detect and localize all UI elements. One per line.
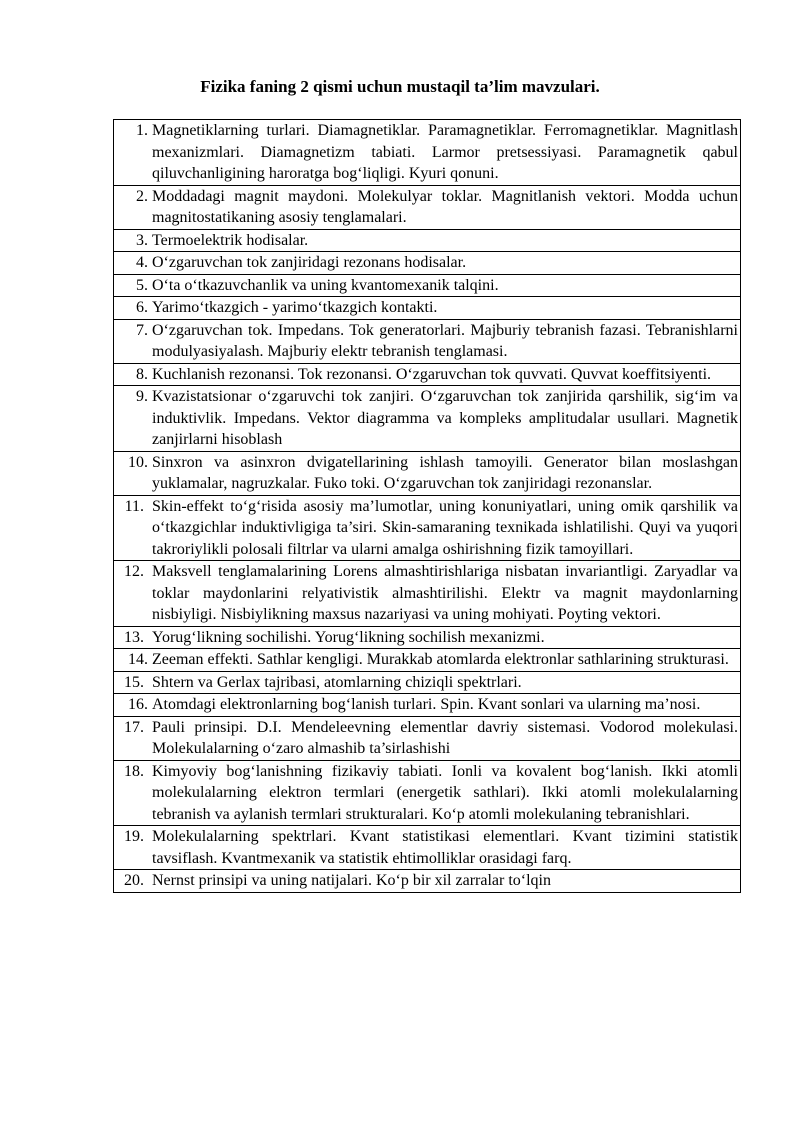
topic-row bbox=[114, 297, 740, 320]
topic-text: O‘ta o‘tkazuvchanlik va uning kvantomexanik talqini. bbox=[152, 276, 499, 294]
topic-number: 16. bbox=[128, 696, 152, 713]
topic-number: 12. bbox=[124, 563, 152, 580]
topic-number: 5. bbox=[136, 276, 152, 294]
topic-number: 20. bbox=[124, 872, 152, 889]
topic-text: Kvazistatsionar o‘zgaruvchi tok zanjiri. O‘zgaruvchan tok zanjirida qarshilik, sig‘im va induktivlik. Impedans. Vektor diagramma va kompleks amplitudalar usullari. Magnetik zanjirlarni hisoblash bbox=[152, 388, 738, 448]
topic-text: Sinxron va asinxron dvigatellarining ishlash tamoyili. Generator bilan moslashgan yuklamalar, nagruzkalar. Fuko toki. O‘zgaruvchan tok zanjiridagi rezonanslar. bbox=[152, 453, 738, 492]
topic-row bbox=[114, 186, 740, 230]
topic-row bbox=[114, 870, 740, 893]
topic-number: 14. bbox=[128, 651, 152, 668]
topic-number: 1. bbox=[136, 122, 152, 139]
topic-row bbox=[114, 761, 740, 827]
topic-text: Termoelektrik hodisalar. bbox=[152, 231, 309, 249]
topic-row bbox=[114, 561, 740, 627]
topic-number: 17. bbox=[124, 718, 152, 736]
topic-row bbox=[114, 452, 740, 496]
topic-number: 8. bbox=[136, 365, 152, 383]
topic-text: Atomdagi elektronlarning bog‘lanish turlari. Spin. Kvant sonlari va ularning ma’nosi. bbox=[152, 696, 701, 713]
topic-text: Molekulalarning spektrlari. Kvant statistikasi elementlari. Kvant tizimini statistik tavsiflash. Kvantmexanik va statistik ehtimolliklar orasidagi farq. bbox=[152, 828, 738, 867]
topic-row bbox=[114, 120, 740, 186]
topic-number: 19. bbox=[124, 828, 152, 845]
topic-text: Yarimo‘tkazgich - yarimo‘tkazgich kontakti. bbox=[152, 299, 438, 316]
topic-text: Skin-effekt to‘g‘risida asosiy ma’lumotlar, uning konuniyatlari, uning omik qarshilik va o‘tkazgichlar induktivligiga ta’siri. Skin-samaraning texnikada ishlatilishi. Quyi va yuqori takroriylikli polosali filtrlar va ularni amalga oshirishning fizik tamoyillari. bbox=[152, 497, 738, 558]
topic-row bbox=[114, 672, 740, 695]
topic-row bbox=[114, 627, 740, 650]
topic-number: 2. bbox=[136, 187, 152, 205]
topics-table bbox=[113, 119, 741, 893]
topic-row bbox=[114, 694, 740, 717]
topic-row bbox=[114, 496, 740, 562]
topic-row bbox=[114, 826, 740, 870]
topic-text: Maksvell tenglamalarining Lorens almashtirishlariga nisbatan invariantligi. Zaryadlar va toklar maydonlarini relyativistik almashtirilishi. Elektr va magnit maydonlarning nisbiyligi. Nisbiylikning maxsus nazariyasi va uning mohiyati. Poyting vektori. bbox=[152, 563, 738, 623]
topic-text: Shtern va Gerlax tajribasi, atomlarning chiziqli spektrlari. bbox=[152, 673, 522, 691]
topic-number: 10. bbox=[128, 453, 152, 471]
topic-text: Yorug‘likning sochilishi. Yorug‘likning sochilish mexanizmi. bbox=[152, 628, 545, 646]
page-title: Fizika faning 2 qismi uchun mustaqil ta’lim mavzulari. bbox=[200, 77, 600, 96]
topic-text: Kimyoviy bog‘lanishning fizikaviy tabiati. Ionli va kovalent bog‘lanish. Ikki atomli molekulalarning elektron termlari (energetik sathlari). Ikki atomli molekulalarning tebranish va aylanish termlari strukturalari. Ko‘p atomli molekulaning tebranishlari. bbox=[152, 762, 738, 823]
topic-text: O‘zgaruvchan tok zanjiridagi rezonans hodisalar. bbox=[152, 254, 467, 271]
topic-row bbox=[114, 275, 740, 298]
topic-text: Magnetiklarning turlari. Diamagnetiklar. Paramagnetiklar. Ferromagnetiklar. Magnitlash mexanizmlari. Diamagnetizm tabiati. Larmor pretsessiyasi. Paramagnetik qabul qiluvchanligining haroratga bog‘liqligi. Kyuri qonuni. bbox=[152, 122, 738, 182]
topic-text: Pauli prinsipi. D.I. Mendeleevning elementlar davriy sistemasi. Vodorod molekulasi. Molekulalarning o‘zaro almashib ta’sirlashishi bbox=[152, 718, 738, 757]
topic-number: 18. bbox=[124, 762, 152, 780]
topic-number: 15. bbox=[124, 673, 152, 691]
topic-text: Zeeman effekti. Sathlar kengligi. Murakkab atomlarda elektronlar sathlarining strukturasi. bbox=[152, 651, 729, 668]
topic-row bbox=[114, 386, 740, 452]
topic-row bbox=[114, 252, 740, 275]
topic-text: O‘zgaruvchan tok. Impedans. Tok generatorlari. Majburiy tebranish fazasi. Tebranishlarni modulyasiyalash. Majburiy elektr tebranish tenglamasi. bbox=[152, 321, 738, 360]
topic-row bbox=[114, 649, 740, 672]
topic-number: 9. bbox=[136, 388, 152, 405]
topic-row bbox=[114, 230, 740, 253]
topic-row bbox=[114, 364, 740, 387]
topic-number: 11. bbox=[124, 497, 152, 515]
topic-number: 13. bbox=[124, 628, 152, 646]
topic-text: Nernst prinsipi va uning natijalari. Ko‘p bir xil zarralar to‘lqin bbox=[152, 872, 551, 889]
topic-row bbox=[114, 717, 740, 761]
topic-number: 6. bbox=[136, 299, 152, 316]
topic-number: 4. bbox=[136, 254, 152, 271]
topic-number: 3. bbox=[136, 231, 152, 249]
topic-row bbox=[114, 320, 740, 364]
topic-text: Moddadagi magnit maydoni. Molekulyar toklar. Magnitlanish vektori. Modda uchun magnitostatikaning asosiy tenglamalari. bbox=[152, 187, 738, 226]
topic-number: 7. bbox=[136, 321, 152, 339]
topic-text: Kuchlanish rezonansi. Tok rezonansi. O‘zgaruvchan tok quvvati. Quvvat koeffitsiyenti. bbox=[152, 365, 712, 383]
